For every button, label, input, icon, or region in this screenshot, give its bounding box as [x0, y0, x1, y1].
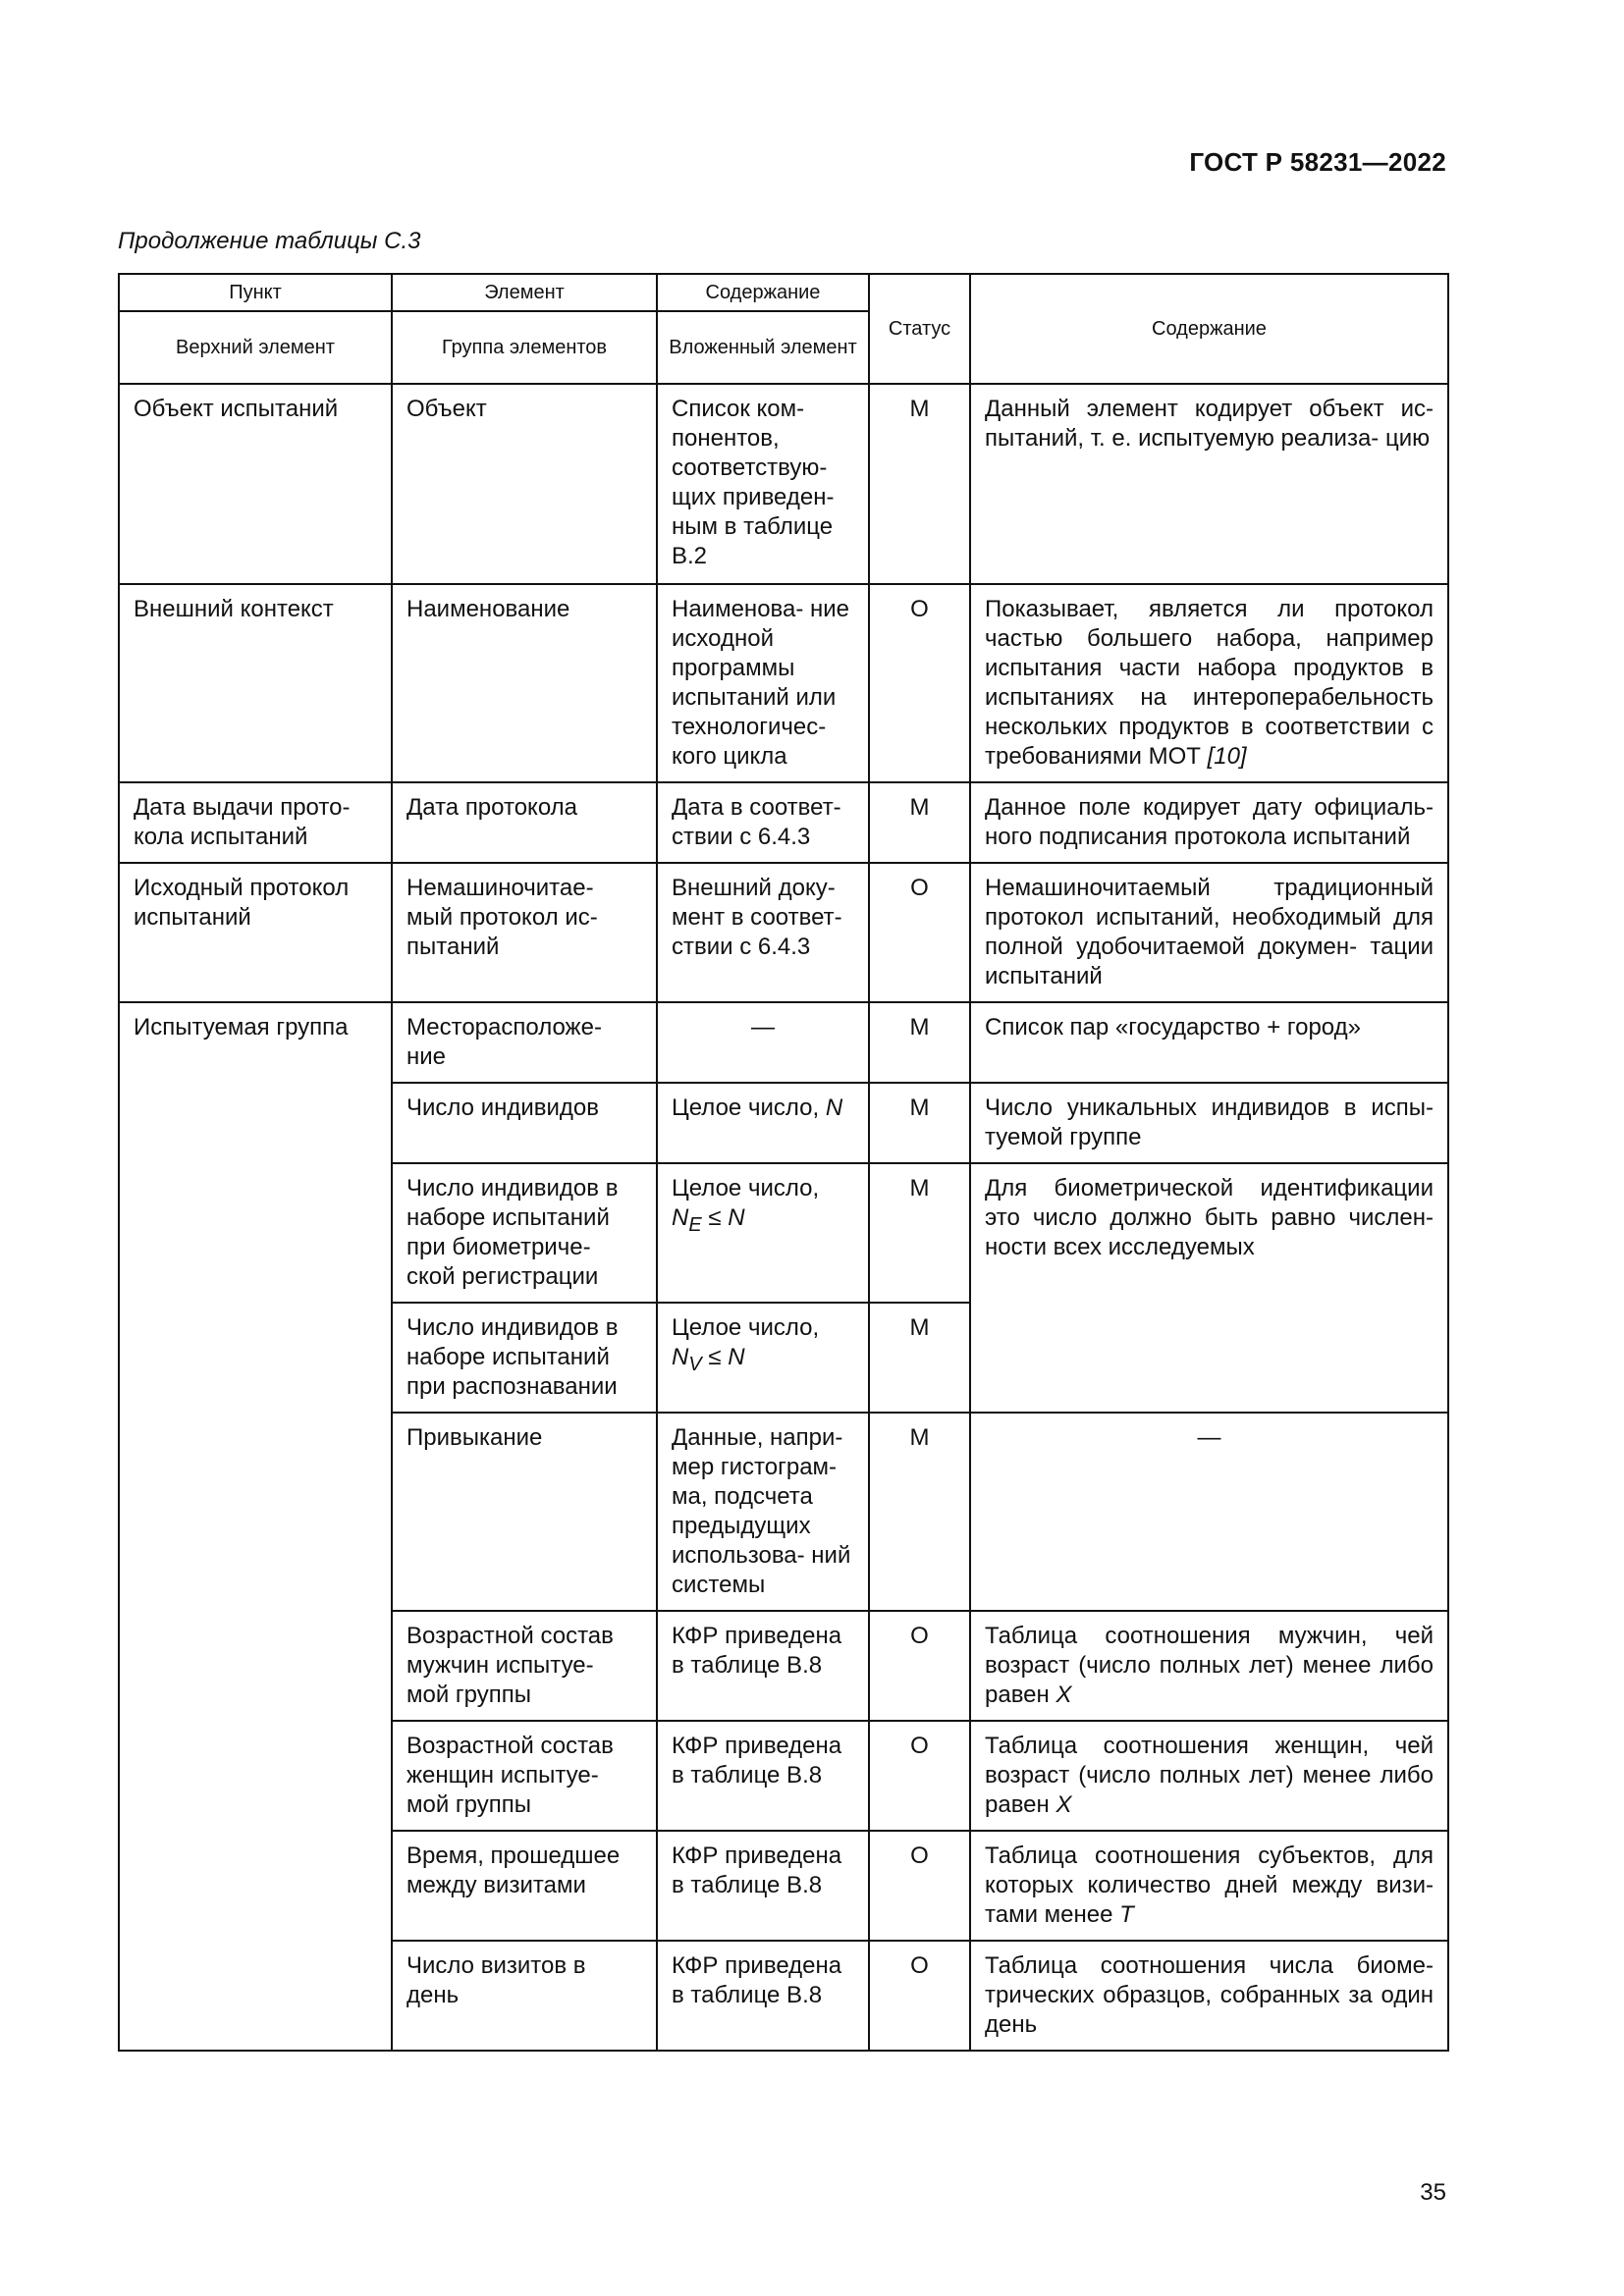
cell-content	[970, 1611, 1448, 1721]
cell-content: Для биометрической идентификации это число должно быть равно числен- ности всех исследуемых	[970, 1163, 1448, 1413]
cell-status: М	[869, 1303, 970, 1413]
cell-status: М	[869, 1163, 970, 1303]
cell-content: Таблица соотношения числа биоме- трических образцов, собранных за один день	[970, 1941, 1448, 2051]
cell-group: Дата протокола	[392, 782, 657, 863]
cell-nested: КФР приведена в таблице В.8	[657, 1611, 869, 1721]
cell-top: Внешний контекст	[119, 584, 392, 782]
cell-group: Число индивидов в наборе испытаний при распознавании	[392, 1303, 657, 1413]
data-table	[118, 273, 1449, 2052]
cell-status: О	[869, 1941, 970, 2051]
cell-status: М	[869, 1413, 970, 1611]
variable-t: T	[1119, 1901, 1134, 1928]
document-id: ГОСТ Р 58231—2022	[1189, 147, 1446, 177]
header-element: Элемент	[392, 274, 657, 311]
variable-n: N	[672, 1204, 689, 1231]
cell-group: Привыкание	[392, 1413, 657, 1611]
reference-link: [10]	[1207, 743, 1247, 770]
cell-content-text: Показывает, является ли протокол частью большего набора, например испытания части набора продуктов в испытаниях на интероперабельность нескольких продуктов в соответствии с требованиями МОТ	[985, 596, 1434, 770]
cell-status: М	[869, 782, 970, 863]
cell-status: О	[869, 863, 970, 1002]
cell-group: Наименование	[392, 584, 657, 782]
cell-nested	[657, 1083, 869, 1163]
cell-nested: —	[657, 1002, 869, 1083]
header-gruppa: Группа элементов	[392, 311, 657, 384]
variable-condition: ≤ N	[708, 1344, 745, 1370]
cell-nested	[657, 1163, 869, 1303]
cell-content: Немашиночитаемый традиционный протокол испытаний, необходимый для полной удобочитаемой докумен- тации испытаний	[970, 863, 1448, 1002]
cell-top: Исходный протокол испытаний	[119, 863, 392, 1002]
cell-nested: Данные, напри- мер гистограм- ма, подсчета предыдущих использова- ний системы	[657, 1413, 869, 1611]
cell-status: О	[869, 584, 970, 782]
cell-top: Объект испытаний	[119, 384, 392, 584]
cell-group: Время, прошедшее между визитами	[392, 1831, 657, 1941]
cell-nested-text: Целое число,	[672, 1314, 820, 1341]
cell-content-text: Таблица соотношения мужчин, чей возраст (число полных лет) менее либо равен	[985, 1623, 1434, 1708]
cell-top: Дата выдачи прото- кола испытаний	[119, 782, 392, 863]
cell-group: Число визитов в день	[392, 1941, 657, 2051]
variable-condition: ≤ N	[708, 1204, 745, 1231]
cell-nested: КФР приведена в таблице В.8	[657, 1721, 869, 1831]
table-row	[119, 863, 1448, 1002]
header-status: Статус	[869, 274, 970, 384]
cell-top: Испытуемая группа	[119, 1002, 392, 2051]
cell-content	[970, 584, 1448, 782]
cell-status: О	[869, 1721, 970, 1831]
page-number: 35	[1420, 2179, 1446, 2206]
header-soderzhanie-right: Содержание	[970, 274, 1448, 384]
cell-content: Список пар «государство + город»	[970, 1002, 1448, 1083]
table-caption: Продолжение таблицы С.3	[118, 228, 421, 254]
cell-status: О	[869, 1611, 970, 1721]
header-soderzhanie-top: Содержание	[657, 274, 869, 311]
variable-subscript: V	[688, 1353, 702, 1375]
cell-nested-text: Целое число,	[672, 1095, 820, 1121]
variable-x: X	[1056, 1682, 1072, 1708]
table-row	[119, 1002, 1448, 1083]
cell-nested: КФР приведена в таблице В.8	[657, 1941, 869, 2051]
cell-status: О	[869, 1831, 970, 1941]
cell-nested: Внешний доку- мент в соответ- ствии с 6.4.3	[657, 863, 869, 1002]
cell-status: М	[869, 384, 970, 584]
cell-group: Немашиночитае- мый протокол ис- пытаний	[392, 863, 657, 1002]
header-vlozhenny: Вложенный элемент	[657, 311, 869, 384]
cell-group: Возрастной состав мужчин испытуе- мой группы	[392, 1611, 657, 1721]
cell-content	[970, 1831, 1448, 1941]
cell-nested: Наименова- ние исходной программы испытаний или технологичес- кого цикла	[657, 584, 869, 782]
cell-nested	[657, 1303, 869, 1413]
cell-content-text: Таблица соотношения женщин, чей возраст (число полных лет) менее либо равен	[985, 1733, 1434, 1818]
cell-content: Число уникальных индивидов в испы- туемой группе	[970, 1083, 1448, 1163]
variable-x: X	[1056, 1791, 1072, 1818]
cell-content: Данный элемент кодирует объект ис- пытаний, т. е. испытуемую реализа- цию	[970, 384, 1448, 584]
cell-content: Данное поле кодирует дату официаль- ного подписания протокола испытаний	[970, 782, 1448, 863]
cell-nested: КФР приведена в таблице В.8	[657, 1831, 869, 1941]
variable-subscript: E	[688, 1213, 702, 1236]
cell-group: Число индивидов в наборе испытаний при биометриче- ской регистрации	[392, 1163, 657, 1303]
cell-content-text: Таблица соотношения субъектов, для которых количество дней между визи- тами менее	[985, 1842, 1434, 1928]
cell-group: Число индивидов	[392, 1083, 657, 1163]
cell-group: Объект	[392, 384, 657, 584]
cell-group: Возрастной состав женщин испытуе- мой группы	[392, 1721, 657, 1831]
cell-nested: Дата в соответ- ствии с 6.4.3	[657, 782, 869, 863]
header-punkt: Пункт	[119, 274, 392, 311]
cell-status: М	[869, 1002, 970, 1083]
variable-n: N	[672, 1344, 689, 1370]
cell-nested: Список ком- понентов, соответствую- щих приведен- ным в таблице В.2	[657, 384, 869, 584]
cell-group: Месторасположе- ние	[392, 1002, 657, 1083]
table-row	[119, 584, 1448, 782]
variable-n: N	[825, 1095, 843, 1121]
cell-status: М	[869, 1083, 970, 1163]
header-verhniy: Верхний элемент	[119, 311, 392, 384]
cell-content: —	[970, 1413, 1448, 1611]
cell-nested-text: Целое число,	[672, 1175, 820, 1201]
table-row	[119, 384, 1448, 584]
table-row	[119, 782, 1448, 863]
cell-content	[970, 1721, 1448, 1831]
